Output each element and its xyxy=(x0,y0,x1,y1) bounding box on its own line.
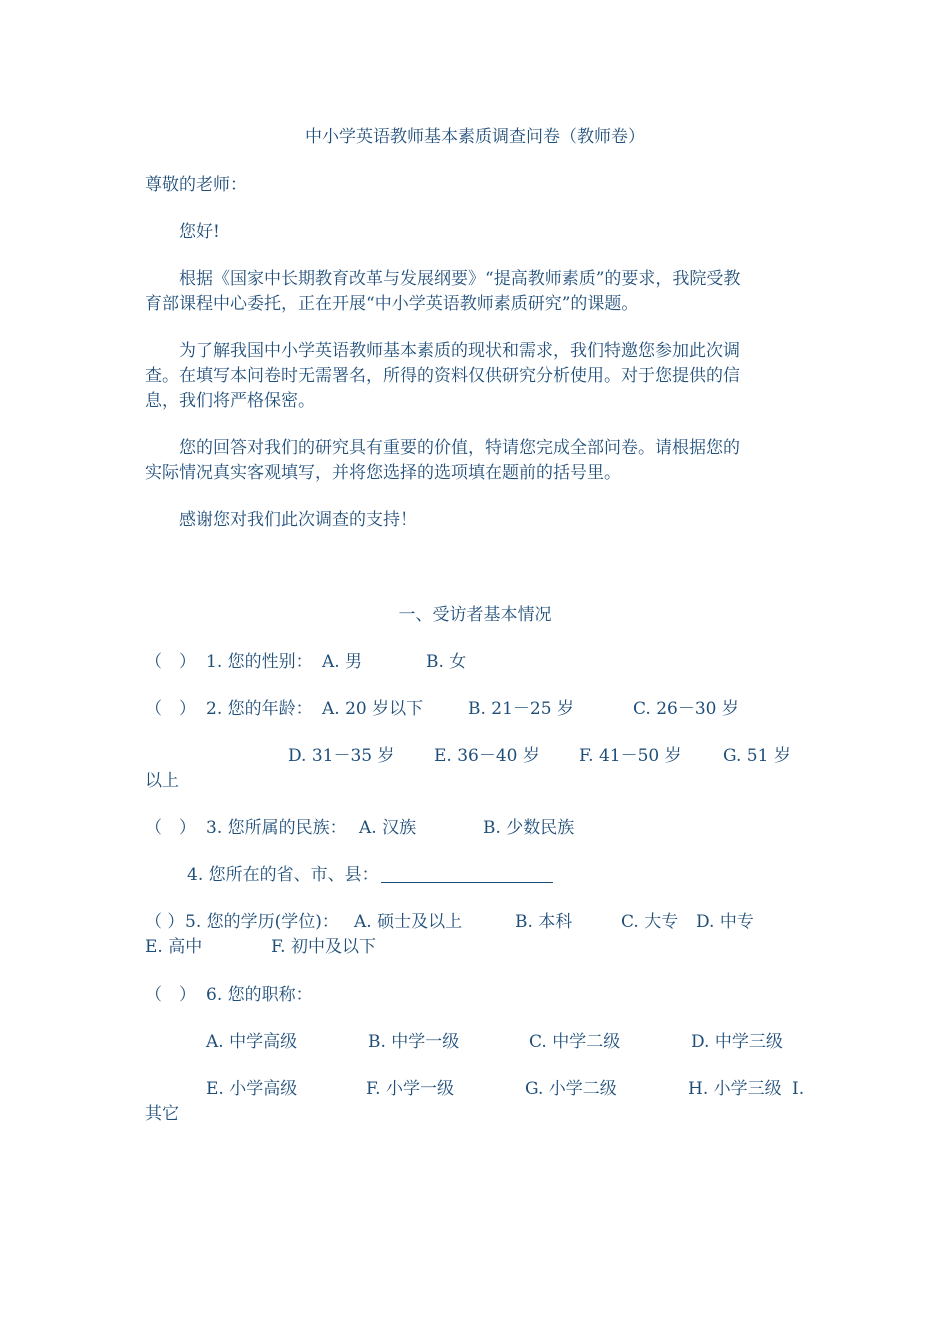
question-stem: 6. 您的职称： xyxy=(206,985,313,1005)
question-stem: 3. 您所属的民族： xyxy=(206,818,347,838)
salutation: 尊敬的老师： xyxy=(145,175,247,195)
answer-bracket: （ ） xyxy=(145,699,196,719)
option: C. 26－30 岁 xyxy=(633,699,739,719)
paragraph-line: 您的回答对我们的研究具有重要的价值，特请您完成全部问卷。请根据您的 xyxy=(179,438,740,458)
option-wrap: 以上 xyxy=(145,771,179,791)
option: C. 中学二级 xyxy=(529,1032,621,1052)
option: A. 20 岁以下 xyxy=(322,699,424,719)
paragraph-line: 查。在填写本问卷时无需署名，所得的资料仅供研究分析使用。对于您提供的信 xyxy=(145,366,740,386)
option: D. 中学三级 xyxy=(691,1032,783,1052)
option: A. 硕士及以上 xyxy=(354,912,463,932)
option: B. 21－25 岁 xyxy=(468,699,574,719)
answer-bracket: （ ） xyxy=(145,912,185,932)
paragraph-line: 息，我们将严格保密。 xyxy=(145,391,315,411)
page-title: 中小学英语教师基本素质调查问卷（教师卷） xyxy=(305,127,645,147)
greeting: 您好! xyxy=(179,222,220,242)
paragraph-line: 根据《国家中长期教育改革与发展纲要》“提高教师素质”的要求，我院受教 xyxy=(179,269,741,289)
option: D. 中专 xyxy=(696,912,754,932)
option: G. 小学二级 xyxy=(525,1079,617,1099)
option: A. 汉族 xyxy=(359,818,417,838)
option: H. 小学三级 xyxy=(688,1079,782,1099)
option: B. 女 xyxy=(426,652,467,672)
option: A. 中学高级 xyxy=(206,1032,298,1052)
option: E. 高中 xyxy=(145,937,203,957)
section-title: 一、受访者基本情况 xyxy=(398,605,552,625)
question-stem: 2. 您的年龄： xyxy=(206,699,313,719)
thanks-line: 感谢您对我们此次调查的支持！ xyxy=(179,510,417,530)
option: B. 少数民族 xyxy=(483,818,575,838)
option: E. 小学高级 xyxy=(206,1079,298,1099)
option: D. 31－35 岁 xyxy=(288,746,395,766)
answer-bracket: （ ） xyxy=(145,985,196,1005)
paragraph-line: 为了解我国中小学英语教师基本素质的现状和需求，我们特邀您参加此次调 xyxy=(179,341,740,361)
question-stem: 1. 您的性别： xyxy=(206,652,313,672)
option: B. 本科 xyxy=(515,912,573,932)
paragraph-line: 实际情况真实客观填写，并将您选择的选项填在题前的括号里。 xyxy=(145,463,621,483)
option: E. 36－40 岁 xyxy=(434,746,540,766)
question-4 xyxy=(187,863,553,887)
paragraph-line: 育部课程中心委托，正在开展“中小学英语教师素质研究”的课题。 xyxy=(145,294,639,314)
option: I. xyxy=(792,1079,805,1099)
option: F. 小学一级 xyxy=(366,1079,454,1099)
answer-bracket: （ ） xyxy=(145,652,196,672)
answer-bracket: （ ） xyxy=(145,818,196,838)
answer-blank[interactable] xyxy=(381,865,553,883)
option: F. 初中及以下 xyxy=(271,937,376,957)
option: A. 男 xyxy=(322,652,363,672)
option: F. 41－50 岁 xyxy=(579,746,682,766)
question-stem: 5. 您的学历(学位)： xyxy=(185,912,339,932)
option: B. 中学一级 xyxy=(368,1032,460,1052)
question-stem: 4. 您所在的省、市、县： xyxy=(187,865,379,885)
option-wrap: 其它 xyxy=(145,1104,179,1124)
option: G. 51 岁 xyxy=(723,746,791,766)
option: C. 大专 xyxy=(621,912,679,932)
